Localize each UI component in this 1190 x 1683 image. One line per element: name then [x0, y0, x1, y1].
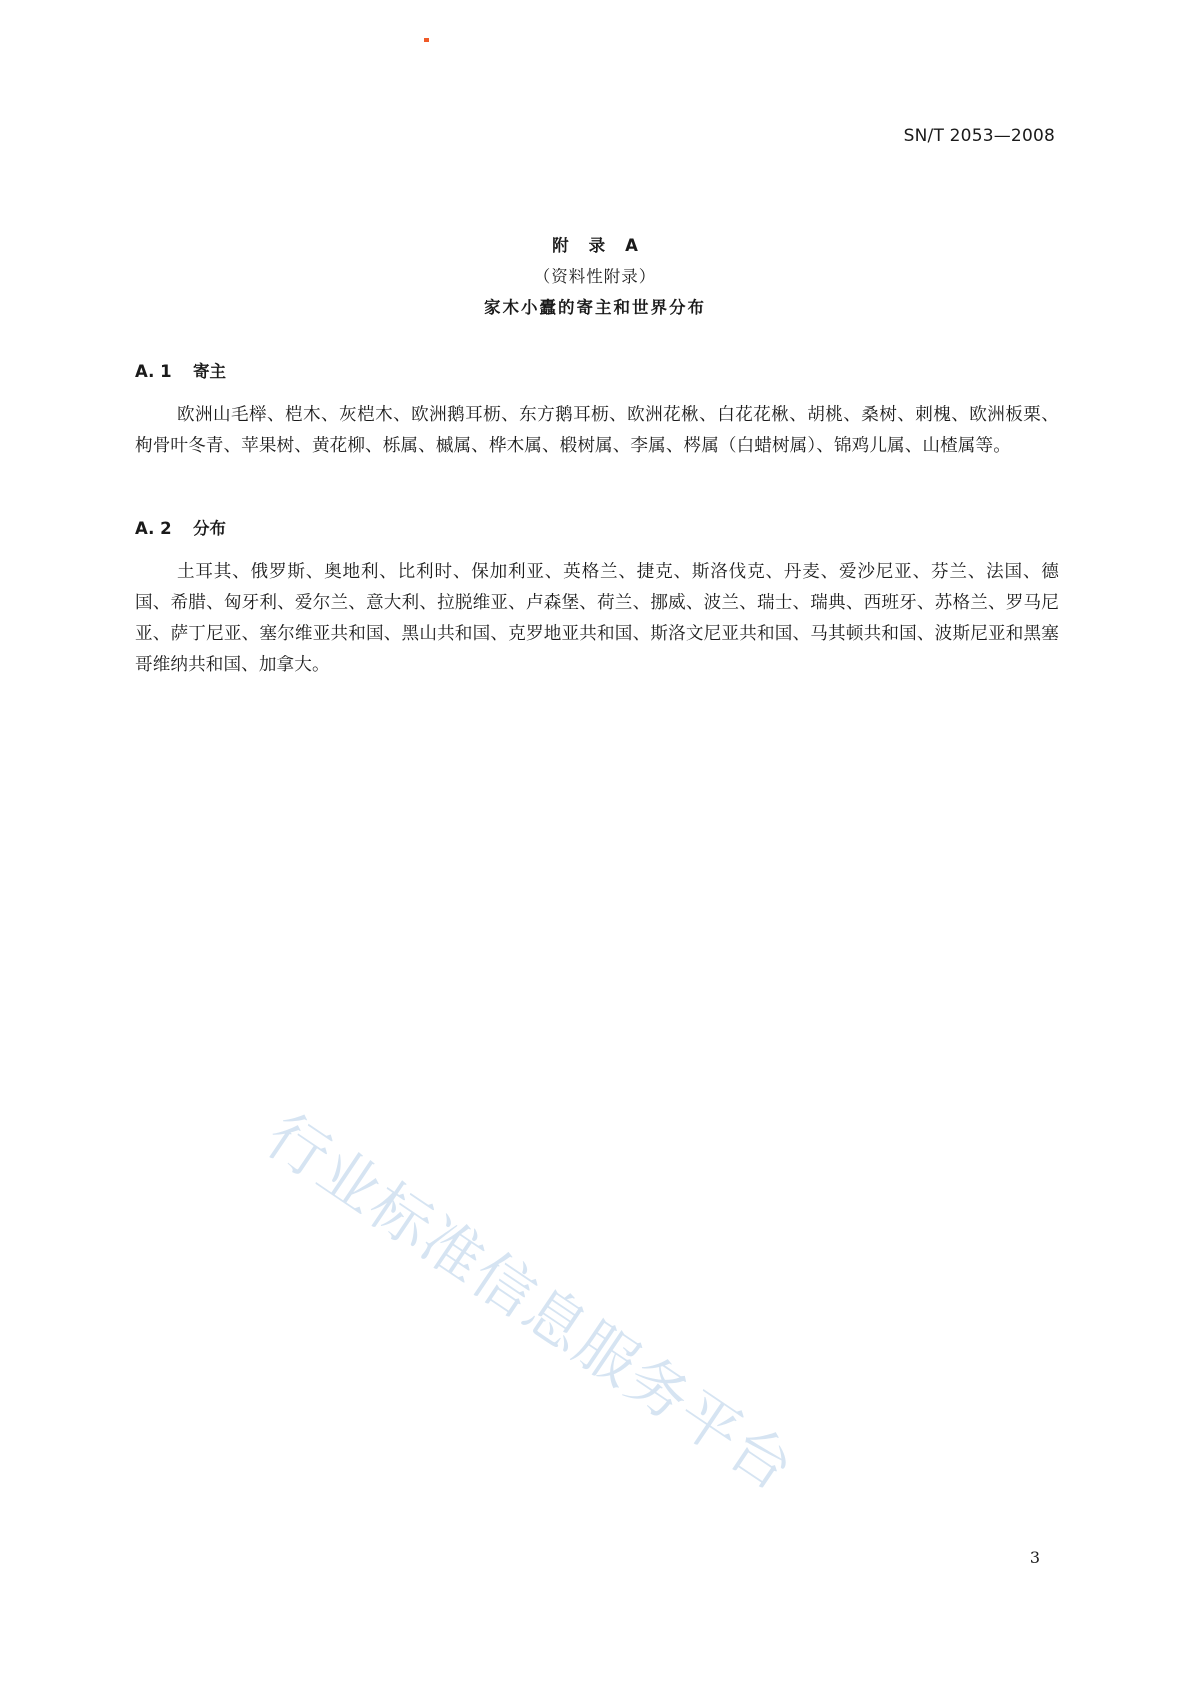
- section-heading-hosts: [135, 358, 226, 382]
- watermark: 行业标准信息服务平台: [253, 1100, 807, 1506]
- appendix-label: 附录A: [552, 236, 658, 255]
- standard-code: SN/T 2053—2008: [903, 126, 1055, 146]
- page-number: 3: [1029, 1548, 1040, 1567]
- appendix-type: （资料性附录）: [533, 267, 657, 286]
- distribution-paragraph: 土耳其、俄罗斯、奥地利、比利时、保加利亚、英格兰、捷克、斯洛伐克、丹麦、爱沙尼亚、芬兰、法国、德国、希腊、匈牙利、爱尔兰、意大利、拉脱维亚、卢森堡、荷兰、挪威、波兰、瑞士、瑞典、西班牙、苏格兰、罗马尼亚、萨丁尼亚、塞尔维亚共和国、黑山共和国、克罗地亚共和国、斯洛文尼亚共和国、马其顿共和国、波斯尼亚和黑塞哥维纳共和国、加拿大。: [135, 562, 1059, 675]
- appendix-title: 家木小蠹的寄主和世界分布: [484, 298, 706, 317]
- hosts-paragraph: 欧洲山毛榉、桤木、灰桤木、欧洲鹅耳枥、东方鹅耳枥、欧洲花楸、白花花楸、胡桃、桑树、刺槐、欧洲板栗、枸骨叶冬青、苹果树、黄花柳、栎属、槭属、桦木属、椴树属、李属、梣属（白蜡树属）、锦鸡儿属、山楂属等。: [135, 405, 1059, 456]
- section-title: 分布: [193, 519, 226, 538]
- section-title: 寄主: [193, 362, 226, 381]
- section-number: A. 1: [135, 362, 172, 381]
- corner-mark: [424, 38, 429, 42]
- section-heading-distribution: [135, 515, 226, 539]
- section-number: A. 2: [135, 519, 172, 538]
